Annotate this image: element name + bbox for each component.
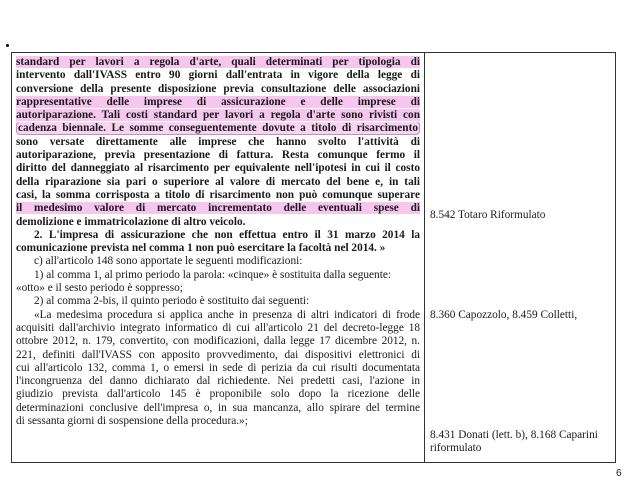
text-line: cui all'articolo 132, comma 1, o emersi in sede di perizia da cui risulti documentata — [16, 361, 420, 374]
text-line: casi, la somma corrisposta a titolo di risarcimento non può comunque superare — [16, 188, 420, 201]
text-line: rappresentative delle imprese di assicurazione e delle imprese di — [16, 95, 420, 108]
text-line: il medesimo valore di mercato incrementato delle eventuali spese di — [16, 202, 420, 215]
text-line: standard per lavori a regola d'arte, quali determinati per tipologia di — [16, 56, 420, 68]
text-line: «La medesima procedura si applica anche in presenza di altri indicatori di frode — [34, 308, 420, 321]
text-line: comunicazione prevista nel comma 1 non può esercitare la facoltà nel 2014. » — [16, 242, 386, 255]
text-line: di sessanta giorni di sospensione della procedura.»; — [16, 415, 248, 428]
text-line: cadenza biennale. Le somme conseguentemente dovute a titolo di risarcimento — [18, 122, 418, 135]
amendment-note-2: 8.360 Capozzolo, 8.459 Colletti, — [430, 309, 578, 321]
text-line: l'incongruenza del danno dichiarato dal richiedente. Nei predetti casi, l'azione in — [16, 375, 420, 388]
text-line: diritto del danneggiato al risarcimento per equivalente nell'ipotesi in cui il costo — [16, 162, 420, 175]
text-line: ottobre 2012, n. 179, convertito, con modificazioni, dalla legge 17 dicembre 2012, n. — [16, 335, 420, 348]
text-line: 2. L'impresa di assicurazione che non effettua entro il 31 marzo 2014 la — [34, 228, 420, 241]
text-line: 221, definiti dall'IVASS con apposito provvedimento, dai dispositivi elettronici di — [16, 348, 420, 361]
text-line: autoriparazione. Tali costi standard per lavori a regola d'arte sono rivisti con — [16, 109, 420, 122]
text-line: intervento dall'IVASS entro 90 giorni dall'entrata in vigore della legge di — [16, 69, 420, 82]
amendment-table — [11, 52, 616, 463]
text-line: c) all'articolo 148 sono apportate le seguenti modificazioni: — [34, 255, 303, 268]
text-line: sono versate direttamente alle imprese che hanno svolto l'attività di — [16, 135, 420, 148]
text-line: demolizione e immatricolazione di altro veicolo. — [16, 215, 246, 228]
text-line: determinazioni conclusive dell'impresa o, in sua mancanza, allo spirare del termine — [16, 401, 420, 414]
amendment-note-3-line1: 8.431 Donati (lett. b), 8.168 Caparini — [430, 429, 598, 441]
amendment-note-3-line2: riformulato — [430, 442, 482, 454]
amendment-note-1: 8.542 Totaro Riformulato — [430, 209, 546, 221]
text-line: della riparazione sia pari o superiore al valore di mercato del bene e, in tali — [16, 175, 420, 188]
column-divider — [424, 53, 425, 462]
left-column-text — [16, 56, 420, 428]
text-line: conversione della presente disposizione previa consultazione delle associazioni — [16, 82, 420, 95]
page-number: 6 — [616, 468, 622, 479]
text-line: 2) al comma 2-bis, il quinto periodo è sostituito dai seguenti: — [34, 295, 310, 308]
text-line: 1) al comma 1, al primo periodo la parola: «cinque» è sostituita dalla seguente: — [34, 268, 391, 281]
text-line: «otto» e il sesto periodo è soppresso; — [16, 282, 183, 295]
text-line: giudizio prevista dall'articolo 145 è proponibile solo dopo la ricezione delle — [16, 388, 420, 401]
text-line: autoriparazione, previa presentazione di fattura. Resta comunque fermo il — [16, 149, 420, 162]
text-line: acquisiti dall'archivio integrato informatico di cui all'articolo 21 del decreto-legge 18 — [16, 321, 420, 334]
bullet-mark — [6, 44, 9, 47]
